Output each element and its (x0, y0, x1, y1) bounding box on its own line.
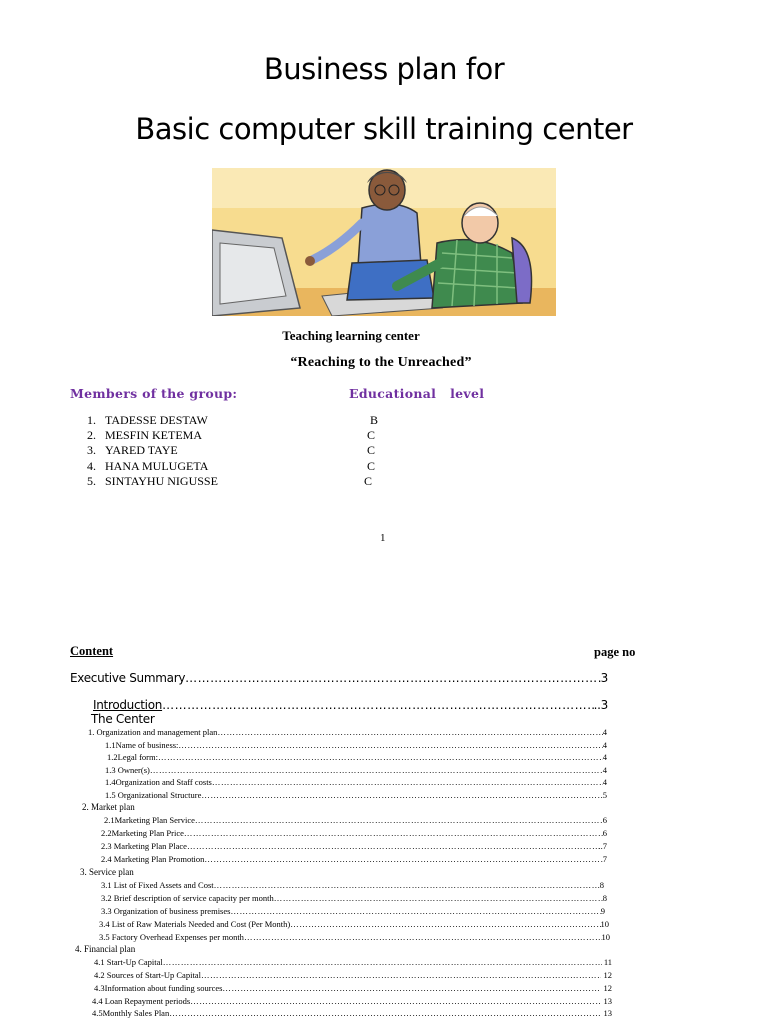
toc-entry-label: 2.1Marketing Plan Service (104, 815, 195, 825)
toc-page-heading: page no (594, 645, 636, 659)
toc-entry-page: 4 (602, 752, 607, 762)
toc-leader-dots (185, 671, 601, 685)
toc-leader-dots (178, 740, 602, 750)
toc-leader-dots (204, 854, 602, 864)
member-name: SINTAYHU NIGUSSE (105, 474, 218, 488)
toc-leader-dots (290, 919, 600, 929)
toc-entry-page: 3 (600, 671, 608, 685)
toc-entry-page: 5 (602, 790, 607, 800)
toc-leader-dots (150, 765, 603, 775)
toc-entry-label: 2.3 Marketing Plan Place (101, 841, 187, 851)
toc-entry[interactable] (94, 970, 612, 980)
toc-entry-page: 4 (602, 765, 607, 775)
toc-entry-introduction[interactable] (93, 698, 608, 712)
toc-entry[interactable] (105, 765, 607, 775)
toc-leader-dots (244, 932, 602, 942)
toc-entry[interactable] (101, 893, 607, 903)
toc-section-service-plan[interactable]: 3. Service plan (80, 867, 134, 877)
toc-entry-page: 10 (600, 919, 609, 929)
toc-leader-dots (222, 983, 601, 993)
toc-leader-dots (195, 815, 603, 825)
toc-entry-page: 11 (601, 957, 612, 967)
toc-entry-page: 8 (599, 880, 604, 890)
member-number: 2. (87, 428, 96, 442)
toc-entry[interactable] (105, 790, 607, 800)
toc-entry-page: ..7 (598, 841, 607, 851)
toc-entry-page: 10 (601, 932, 610, 942)
toc-entry-label: 1.1Name of business: (105, 740, 179, 750)
toc-entry-page: 12 (601, 970, 612, 980)
toc-entry-label: 3.3 Organization of business premises (101, 906, 231, 916)
toc-leader-dots (201, 790, 602, 800)
educational-level-heading: Educational level (349, 386, 485, 401)
toc-leader-dots (163, 957, 602, 967)
member-name: HANA MULUGETA (105, 459, 209, 473)
toc-leader-dots (201, 970, 601, 980)
toc-entry[interactable] (92, 996, 612, 1006)
toc-entry[interactable] (99, 932, 610, 942)
toc-entry-label: 3.5 Factory Overhead Expenses per month (99, 932, 244, 942)
toc-leader-dots (190, 996, 601, 1006)
toc-entry[interactable] (101, 880, 604, 890)
toc-entry-page: ..3 (593, 698, 608, 712)
toc-entry-page: 4 (602, 740, 607, 750)
toc-entry[interactable] (105, 777, 607, 787)
member-number: 4. (87, 459, 96, 473)
toc-entry-executive-summary[interactable] (70, 671, 608, 685)
toc-entry[interactable] (101, 841, 607, 851)
toc-entry-label: 1.3 Owner(s) (105, 765, 150, 775)
member-level: C (367, 459, 376, 473)
toc-entry[interactable] (107, 752, 607, 762)
toc-entry[interactable] (92, 1008, 612, 1018)
member-number: 5. (87, 474, 96, 488)
toc-entry[interactable] (101, 854, 607, 864)
toc-entry-page: 4 (602, 727, 607, 737)
member-level: C (367, 443, 376, 457)
toc-entry-page: 8 (602, 893, 607, 903)
toc-entry[interactable] (101, 828, 607, 838)
document-title-line2: Basic computer skill training center (135, 112, 633, 146)
toc-entry[interactable] (99, 919, 609, 929)
toc-entry-label: Executive Summary (70, 671, 186, 685)
toc-entry-label: 4.3Information about funding sources (94, 983, 223, 993)
toc-leader-dots (214, 880, 600, 890)
toc-entry[interactable] (101, 906, 605, 916)
member-level: B (370, 413, 379, 427)
member-name: TADESSE DESTAW (105, 413, 208, 427)
member-level: C (367, 428, 376, 442)
toc-entry[interactable] (94, 957, 612, 967)
member-name: MESFIN KETEMA (105, 428, 203, 442)
toc-entry-page: 6 (602, 828, 607, 838)
page-number: 1 (380, 532, 386, 544)
teacher-student-computer-illustration (212, 168, 556, 316)
toc-leader-dots (169, 1008, 601, 1018)
toc-entry-page: 12 (601, 983, 612, 993)
toc-entry-label: 3.1 List of Fixed Assets and Cost (101, 880, 214, 890)
member-number: 3. (87, 443, 96, 457)
center-name: Teaching learning center (282, 328, 420, 343)
toc-entry-label: 1.5 Organizational Structure (105, 790, 202, 800)
toc-the-center: The Center (91, 712, 155, 726)
toc-entry-label: 2.4 Marketing Plan Promotion (101, 854, 205, 864)
toc-entry-label: 1.4Organization and Staff costs (105, 777, 212, 787)
toc-entry-page: 9 (600, 906, 605, 916)
toc-heading: Content (70, 644, 114, 658)
toc-entry[interactable] (88, 727, 607, 737)
slogan: “Reaching to the Unreached” (290, 355, 472, 370)
toc-entry-label: 4.5Monthly Sales Plan (92, 1008, 170, 1018)
toc-leader-dots (217, 727, 602, 737)
toc-entry-page: 4 (602, 777, 607, 787)
toc-section-financial-plan[interactable]: 4. Financial plan (75, 944, 136, 954)
toc-entry-page: 13 (601, 1008, 612, 1018)
toc-entry-page: 6 (602, 815, 607, 825)
toc-leader-dots (187, 841, 599, 851)
toc-entry-label: 4.2 Sources of Start-Up Capital (94, 970, 201, 980)
toc-entry-label: 4.1 Start-Up Capital (94, 957, 163, 967)
toc-leader-dots (274, 893, 603, 903)
toc-leader-dots (230, 906, 600, 916)
toc-leader-dots (184, 828, 603, 838)
toc-section-market-plan[interactable]: 2. Market plan (82, 802, 135, 812)
toc-entry[interactable] (94, 983, 612, 993)
toc-entry[interactable] (105, 740, 607, 750)
toc-leader-dots (162, 698, 594, 712)
toc-leader-dots (212, 777, 603, 787)
toc-entry-label: 4.4 Loan Repayment periods (92, 996, 191, 1006)
toc-entry-label: 1. Organization and management plan (88, 727, 218, 737)
toc-entry-label: Introduction (93, 698, 163, 712)
member-level: C (364, 474, 373, 488)
toc-entry[interactable] (104, 815, 607, 825)
member-number: 1. (87, 413, 96, 427)
document-title-line1: Business plan for (263, 52, 505, 86)
toc-entry-label: 1.2Legal form: (107, 752, 158, 762)
member-name: YARED TAYE (105, 443, 178, 457)
toc-leader-dots (158, 752, 603, 762)
toc-entry-label: 3.4 List of Raw Materials Needed and Cost (Per Month) (99, 919, 291, 929)
toc-entry-label: 3.2 Brief description of service capacity per month (101, 893, 274, 903)
toc-entry-page: 7 (602, 854, 607, 864)
toc-entry-page: 13 (601, 996, 612, 1006)
members-heading: Members of the group: (70, 386, 238, 401)
toc-entry-label: 2.2Marketing Plan Price (101, 828, 184, 838)
